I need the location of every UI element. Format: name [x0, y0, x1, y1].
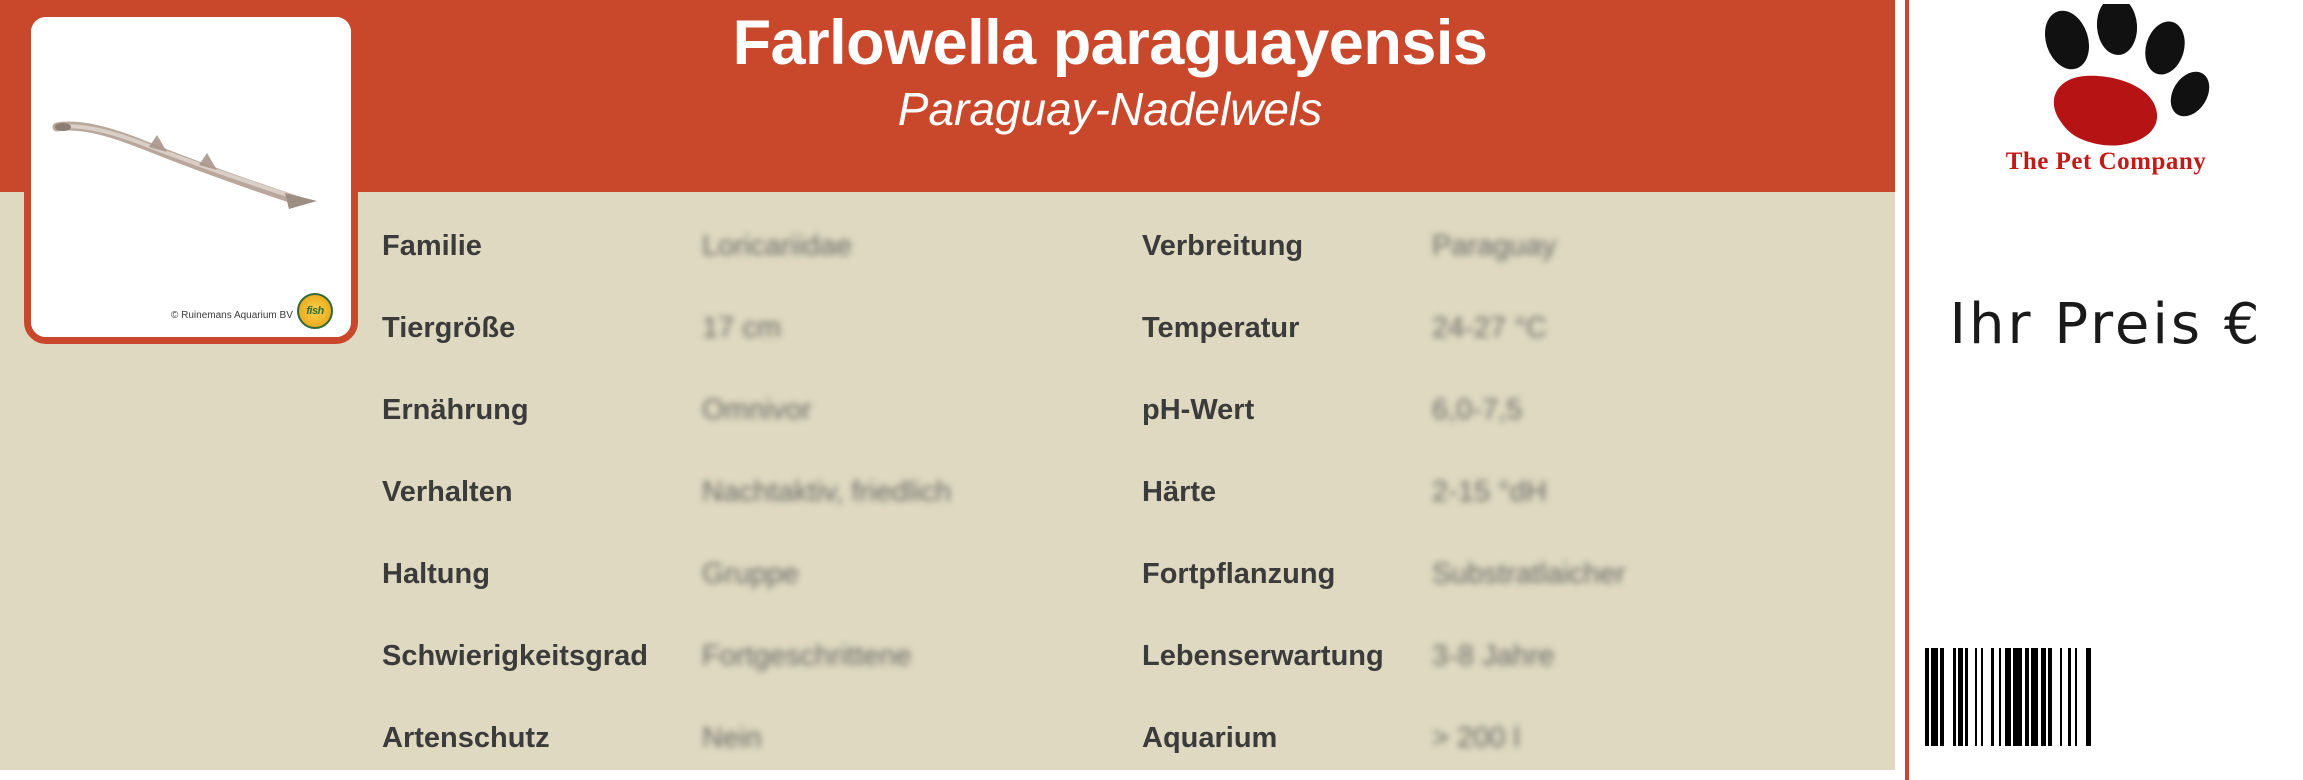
attr-label-haerte: Härte [1142, 476, 1217, 508]
attr-value-aquarium: > 200 l [1432, 722, 1520, 754]
price-panel [1905, 0, 2303, 780]
attr-value-haerte: 2-15 °dH [1432, 476, 1547, 508]
common-name: Paraguay-Nadelwels [897, 83, 1323, 136]
attr-label-verbreitung: Verbreitung [1142, 230, 1304, 262]
title-block [330, 10, 1890, 137]
attr-value-ernaehrung: Omnivor [702, 394, 812, 426]
supplier-logo-text: fish [306, 305, 324, 317]
attribute-grid [382, 205, 1842, 770]
attr-label-artenschutz: Artenschutz [382, 722, 550, 754]
barcode-bar [1944, 648, 1953, 746]
attr-value-temperatur: 24-27 °C [1432, 312, 1547, 344]
attr-label-ernaehrung: Ernährung [382, 394, 529, 426]
price-label: Ihr Preis € [1949, 292, 2263, 357]
paw-print-icon [2005, 4, 2215, 154]
attr-value-ph-wert: 6,0-7,5 [1432, 394, 1523, 426]
barcode-bar [2077, 648, 2086, 746]
attr-label-schwierigkeitsgrad: Schwierigkeitsgrad [382, 640, 648, 672]
barcode [1925, 648, 2291, 746]
brand-name: The Pet Company [2005, 148, 2207, 175]
species-photo [24, 10, 358, 344]
attr-label-tiergroesse: Tiergröße [382, 312, 516, 344]
fish-illustration-icon [49, 97, 339, 217]
attr-value-fortpflanzung: Substratlaicher [1432, 558, 1626, 590]
attr-value-verhalten: Nachtaktiv, friedlich [702, 476, 952, 508]
supplier-logo-icon [297, 293, 333, 329]
attr-value-verbreitung: Paraguay [1432, 230, 1557, 262]
attr-value-schwierigkeitsgrad: Fortgeschrittene [702, 640, 912, 672]
attr-label-fortpflanzung: Fortpflanzung [1142, 558, 1336, 590]
attr-value-familie: Loricariidae [702, 230, 852, 262]
barcode-bar [2013, 648, 2022, 746]
barcode-bar [2031, 648, 2038, 746]
attr-value-lebenserwartung: 3-8 Jahre [1432, 640, 1555, 672]
brand-block [1909, 0, 2303, 206]
barcode-bar [2091, 648, 2094, 746]
attr-label-ph-wert: pH-Wert [1142, 394, 1255, 426]
photo-credit: © Ruinemans Aquarium BV [171, 310, 293, 321]
attr-value-tiergroesse: 17 cm [702, 312, 781, 344]
attr-label-lebenserwartung: Lebenserwartung [1142, 640, 1384, 672]
barcode-bar [1968, 648, 1975, 746]
attr-label-aquarium: Aquarium [1142, 722, 1278, 754]
photo-inner [31, 17, 351, 337]
attr-label-temperatur: Temperatur [1142, 312, 1300, 344]
attr-value-artenschutz: Nein [702, 722, 762, 754]
attr-value-haltung: Gruppe [702, 558, 799, 590]
attr-label-verhalten: Verhalten [382, 476, 513, 508]
attr-label-familie: Familie [382, 230, 482, 262]
attr-label-haltung: Haltung [382, 558, 490, 590]
species-name: Farlowella paraguayensis [732, 8, 1488, 78]
barcode-bar [1983, 648, 1991, 746]
barcode-bar [1931, 648, 1938, 746]
barcode-bar [2052, 648, 2060, 746]
